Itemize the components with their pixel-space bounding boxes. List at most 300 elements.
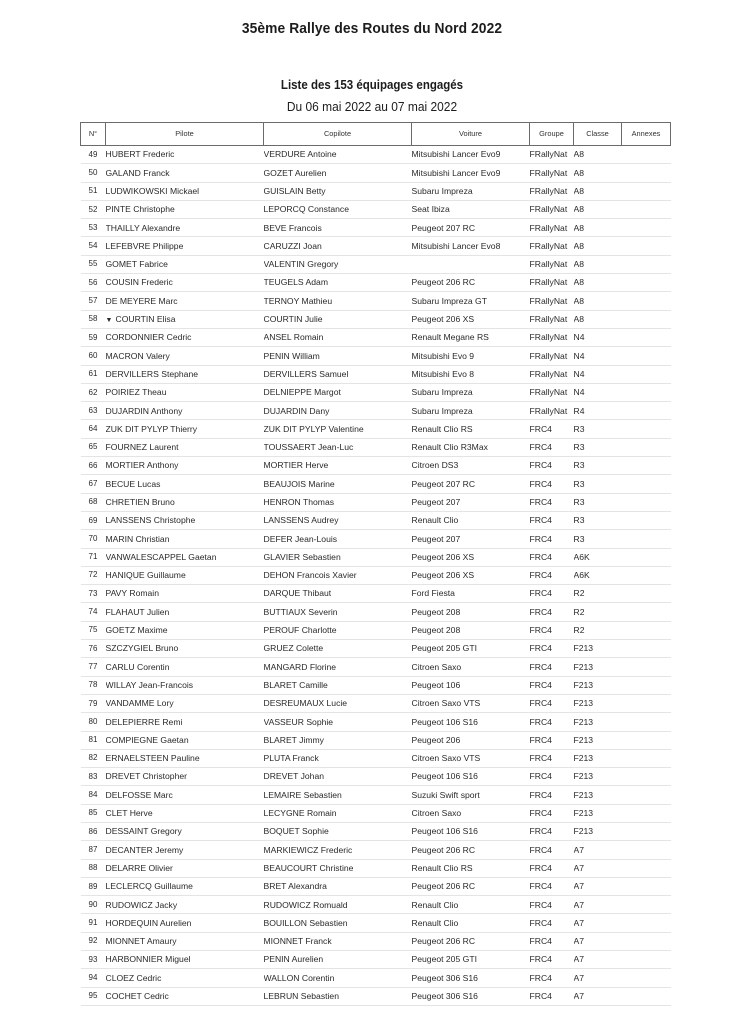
table-row: [81, 548, 671, 566]
car-model: Subaru Impreza GT: [412, 292, 530, 310]
class-cell: A8: [574, 237, 622, 255]
class-cell: A7: [574, 877, 622, 895]
car-model: Peugeot 106 S16: [412, 713, 530, 731]
group-cell: FRC4: [530, 530, 574, 548]
group-cell: FRC4: [530, 914, 574, 932]
annexes-cell: [622, 987, 671, 1005]
car-model: Ford Fiesta: [412, 585, 530, 603]
pilote-name: VANDAMME Lory: [106, 694, 264, 712]
copilote-name: BOUILLON Sebastien: [264, 914, 412, 932]
pilote-name: LUDWIKOWSKI Mickael: [106, 182, 264, 200]
class-cell: N4: [574, 383, 622, 401]
pilote-name: COMPIEGNE Gaetan: [106, 731, 264, 749]
copilote-name: ANSEL Romain: [264, 328, 412, 346]
copilote-name: BEAUCOURT Christine: [264, 859, 412, 877]
annexes-cell: [622, 859, 671, 877]
annexes-cell: [622, 804, 671, 822]
entry-number: 87: [81, 841, 106, 859]
table-row: [81, 658, 671, 676]
group-cell: FRC4: [530, 841, 574, 859]
class-cell: F213: [574, 694, 622, 712]
pilote-name: DERVILLERS Stephane: [106, 365, 264, 383]
car-model: Citroen Saxo: [412, 658, 530, 676]
annexes-cell: [622, 841, 671, 859]
table-row: [81, 365, 671, 383]
entry-number: 63: [81, 402, 106, 420]
annexes-cell: [622, 585, 671, 603]
annexes-cell: [622, 603, 671, 621]
entry-number: 88: [81, 859, 106, 877]
class-cell: R3: [574, 475, 622, 493]
copilote-name: PENIN Aurelien: [264, 951, 412, 969]
group-cell: FRallyNat: [530, 255, 574, 273]
table-row: [81, 310, 671, 328]
annexes-cell: [622, 658, 671, 676]
entry-number: 92: [81, 932, 106, 950]
column-header-copilote: Copilote: [264, 123, 412, 146]
class-cell: F213: [574, 822, 622, 840]
pilote-name: FOURNEZ Laurent: [106, 438, 264, 456]
entry-number: 71: [81, 548, 106, 566]
pilote-name: LANSSENS Christophe: [106, 511, 264, 529]
car-model: Suzuki Swift sport: [412, 786, 530, 804]
car-model: [412, 255, 530, 273]
pilote-name: COUSIN Frederic: [106, 274, 264, 292]
class-cell: R3: [574, 530, 622, 548]
group-cell: FRallyNat: [530, 164, 574, 182]
pilote-name: PAVY Romain: [106, 585, 264, 603]
entry-number: 79: [81, 694, 106, 712]
group-cell: FRC4: [530, 896, 574, 914]
group-cell: FRC4: [530, 420, 574, 438]
pilote-name: GALAND Franck: [106, 164, 264, 182]
class-cell: R3: [574, 493, 622, 511]
column-header-number: N°: [81, 123, 106, 146]
car-model: Peugeot 206: [412, 731, 530, 749]
class-cell: A8: [574, 146, 622, 164]
copilote-name: DEFER Jean-Louis: [264, 530, 412, 548]
pilote-name: DELEPIERRE Remi: [106, 713, 264, 731]
car-model: Mitsubishi Lancer Evo9: [412, 164, 530, 182]
annexes-cell: [622, 768, 671, 786]
pilote-name: GOMET Fabrice: [106, 255, 264, 273]
annexes-cell: [622, 896, 671, 914]
car-model: Peugeot 206 RC: [412, 932, 530, 950]
pilote-name: DE MEYERE Marc: [106, 292, 264, 310]
annexes-cell: [622, 749, 671, 767]
table-row: [81, 164, 671, 182]
car-model: Mitsubishi Evo 8: [412, 365, 530, 383]
car-model: Peugeot 306 S16: [412, 987, 530, 1005]
copilote-name: LEBRUN Sebastien: [264, 987, 412, 1005]
car-model: Peugeot 207: [412, 530, 530, 548]
pilote-name: RUDOWICZ Jacky: [106, 896, 264, 914]
class-cell: A8: [574, 200, 622, 218]
table-row: [81, 237, 671, 255]
group-cell: FRC4: [530, 566, 574, 584]
entry-number: 78: [81, 676, 106, 694]
table-row: [81, 676, 671, 694]
annexes-cell: [622, 566, 671, 584]
entry-number: 91: [81, 914, 106, 932]
car-model: Peugeot 206 RC: [412, 274, 530, 292]
annexes-cell: [622, 402, 671, 420]
pilote-name: COCHET Cedric: [106, 987, 264, 1005]
group-cell: FRC4: [530, 859, 574, 877]
group-cell: FRC4: [530, 548, 574, 566]
annexes-cell: [622, 932, 671, 950]
pilote-name: MORTIER Anthony: [106, 457, 264, 475]
entry-number: 82: [81, 749, 106, 767]
annexes-cell: [622, 365, 671, 383]
class-cell: A7: [574, 969, 622, 987]
car-model: Seat Ibiza: [412, 200, 530, 218]
pilote-name: MIONNET Amaury: [106, 932, 264, 950]
class-cell: R2: [574, 585, 622, 603]
class-cell: R2: [574, 621, 622, 639]
car-model: Peugeot 206 XS: [412, 548, 530, 566]
car-model: Citroen Saxo: [412, 804, 530, 822]
annexes-cell: [622, 420, 671, 438]
group-cell: FRallyNat: [530, 347, 574, 365]
table-row: [81, 713, 671, 731]
group-cell: FRC4: [530, 786, 574, 804]
class-cell: A7: [574, 914, 622, 932]
annexes-cell: [622, 530, 671, 548]
entry-number: 80: [81, 713, 106, 731]
table-row: [81, 475, 671, 493]
car-model: Renault Clio RS: [412, 859, 530, 877]
entry-number: 57: [81, 292, 106, 310]
copilote-name: BLARET Jimmy: [264, 731, 412, 749]
table-row: [81, 896, 671, 914]
copilote-name: DEHON Francois Xavier: [264, 566, 412, 584]
group-cell: FRC4: [530, 969, 574, 987]
copilote-name: BRET Alexandra: [264, 877, 412, 895]
entry-number: 49: [81, 146, 106, 164]
table-row: [81, 493, 671, 511]
annexes-cell: [622, 969, 671, 987]
entry-number: 69: [81, 511, 106, 529]
table-row: [81, 951, 671, 969]
table-row: [81, 786, 671, 804]
pilote-name: POIRIEZ Theau: [106, 383, 264, 401]
annexes-cell: [622, 438, 671, 456]
copilote-name: MIONNET Franck: [264, 932, 412, 950]
column-header-voiture: Voiture: [412, 123, 530, 146]
copilote-name: TEUGELS Adam: [264, 274, 412, 292]
entry-number: 86: [81, 822, 106, 840]
car-model: Renault Clio: [412, 896, 530, 914]
pilote-name: GOETZ Maxime: [106, 621, 264, 639]
group-cell: FRC4: [530, 804, 574, 822]
copilote-name: TOUSSAERT Jean-Luc: [264, 438, 412, 456]
pilote-name: WILLAY Jean-Francois: [106, 676, 264, 694]
pilote-name: [106, 310, 264, 328]
annexes-cell: [622, 457, 671, 475]
copilote-name: BEVE Francois: [264, 219, 412, 237]
copilote-name: VALENTIN Gregory: [264, 255, 412, 273]
entry-number: 84: [81, 786, 106, 804]
annexes-cell: [622, 310, 671, 328]
annexes-cell: [622, 200, 671, 218]
table-row: [81, 969, 671, 987]
pilote-name: ERNAELSTEEN Pauline: [106, 749, 264, 767]
table-row: [81, 511, 671, 529]
entry-number: 67: [81, 475, 106, 493]
table-row: [81, 749, 671, 767]
group-cell: FRallyNat: [530, 383, 574, 401]
pilote-name: CLET Herve: [106, 804, 264, 822]
pilote-name: CHRETIEN Bruno: [106, 493, 264, 511]
class-cell: A8: [574, 255, 622, 273]
car-model: Citroen Saxo VTS: [412, 694, 530, 712]
entry-number: 94: [81, 969, 106, 987]
table-row: [81, 146, 671, 164]
class-cell: A8: [574, 219, 622, 237]
class-cell: R3: [574, 438, 622, 456]
table-row: [81, 603, 671, 621]
group-cell: FRallyNat: [530, 328, 574, 346]
group-cell: FRC4: [530, 676, 574, 694]
group-cell: FRC4: [530, 731, 574, 749]
table-row: [81, 420, 671, 438]
group-cell: FRallyNat: [530, 292, 574, 310]
annexes-cell: [622, 713, 671, 731]
group-cell: FRC4: [530, 951, 574, 969]
class-cell: F213: [574, 804, 622, 822]
copilote-name: BUTTIAUX Severin: [264, 603, 412, 621]
car-model: Peugeot 207 RC: [412, 475, 530, 493]
copilote-name: VERDURE Antoine: [264, 146, 412, 164]
car-model: Peugeot 208: [412, 603, 530, 621]
car-model: Peugeot 306 S16: [412, 969, 530, 987]
class-cell: N4: [574, 347, 622, 365]
table-row: [81, 877, 671, 895]
class-cell: A7: [574, 859, 622, 877]
car-model: Peugeot 206 XS: [412, 310, 530, 328]
car-model: Peugeot 206 RC: [412, 877, 530, 895]
class-cell: F213: [574, 640, 622, 658]
car-model: Peugeot 106 S16: [412, 768, 530, 786]
car-model: Mitsubishi Lancer Evo9: [412, 146, 530, 164]
copilote-name: DARQUE Thibaut: [264, 585, 412, 603]
class-cell: F213: [574, 786, 622, 804]
pilote-name: CORDONNIER Cedric: [106, 328, 264, 346]
group-cell: FRC4: [530, 768, 574, 786]
table-row: [81, 841, 671, 859]
car-model: Subaru Impreza: [412, 383, 530, 401]
copilote-name: COURTIN Julie: [264, 310, 412, 328]
table-row: [81, 566, 671, 584]
copilote-name: RUDOWICZ Romuald: [264, 896, 412, 914]
table-row: [81, 859, 671, 877]
copilote-name: BEAUJOIS Marine: [264, 475, 412, 493]
annexes-cell: [622, 347, 671, 365]
column-header-pilote: Pilote: [106, 123, 264, 146]
entry-number: 59: [81, 328, 106, 346]
pilote-name: THAILLY Alexandre: [106, 219, 264, 237]
copilote-name: DELNIEPPE Margot: [264, 383, 412, 401]
copilote-name: TERNOY Mathieu: [264, 292, 412, 310]
group-cell: FRC4: [530, 658, 574, 676]
group-cell: FRallyNat: [530, 365, 574, 383]
row-marker: ▼: [105, 316, 113, 324]
table-row: [81, 694, 671, 712]
copilote-name: ZUK DIT PYLYP Valentine: [264, 420, 412, 438]
entry-number: 75: [81, 621, 106, 639]
group-cell: FRC4: [530, 603, 574, 621]
annexes-cell: [622, 914, 671, 932]
pilote-name: HANIQUE Guillaume: [106, 566, 264, 584]
copilote-name: DUJARDIN Dany: [264, 402, 412, 420]
entry-number: 81: [81, 731, 106, 749]
pilote-name: LECLERCQ Guillaume: [106, 877, 264, 895]
copilote-name: CARUZZI Joan: [264, 237, 412, 255]
pilote-name: DUJARDIN Anthony: [106, 402, 264, 420]
entry-number: 65: [81, 438, 106, 456]
car-model: Renault Clio: [412, 511, 530, 529]
entry-number: 83: [81, 768, 106, 786]
annexes-cell: [622, 328, 671, 346]
group-cell: FRallyNat: [530, 146, 574, 164]
entry-number: 61: [81, 365, 106, 383]
class-cell: F213: [574, 676, 622, 694]
copilote-name: MARKIEWICZ Frederic: [264, 841, 412, 859]
car-model: Subaru Impreza: [412, 182, 530, 200]
pilote-name: DELFOSSE Marc: [106, 786, 264, 804]
column-header-groupe: Groupe: [530, 123, 574, 146]
group-cell: FRC4: [530, 511, 574, 529]
car-model: Mitsubishi Lancer Evo8: [412, 237, 530, 255]
car-model: Renault Clio R3Max: [412, 438, 530, 456]
pilote-name: BECUE Lucas: [106, 475, 264, 493]
class-cell: A7: [574, 932, 622, 950]
entry-number: 77: [81, 658, 106, 676]
table-row: [81, 640, 671, 658]
table-row: [81, 585, 671, 603]
annexes-cell: [622, 786, 671, 804]
entry-number: 72: [81, 566, 106, 584]
group-cell: FRC4: [530, 640, 574, 658]
table-row: [81, 731, 671, 749]
car-model: Peugeot 206 XS: [412, 566, 530, 584]
entry-number: 55: [81, 255, 106, 273]
annexes-cell: [622, 676, 671, 694]
table-row: [81, 987, 671, 1005]
car-model: Citroen Saxo VTS: [412, 749, 530, 767]
annexes-cell: [622, 383, 671, 401]
annexes-cell: [622, 822, 671, 840]
copilote-name: LANSSENS Audrey: [264, 511, 412, 529]
pilote-name-text: COURTIN Elisa: [115, 313, 176, 324]
table-row: [81, 822, 671, 840]
table-row: [81, 768, 671, 786]
car-model: Renault Clio: [412, 914, 530, 932]
entry-number: 93: [81, 951, 106, 969]
pilote-name: HORDEQUIN Aurelien: [106, 914, 264, 932]
annexes-cell: [622, 640, 671, 658]
group-cell: FRallyNat: [530, 310, 574, 328]
pilote-name: DELARRE Olivier: [106, 859, 264, 877]
entry-number: 53: [81, 219, 106, 237]
table-row: [81, 292, 671, 310]
group-cell: FRC4: [530, 877, 574, 895]
class-cell: A6K: [574, 548, 622, 566]
copilote-name: PLUTA Franck: [264, 749, 412, 767]
table-row: [81, 274, 671, 292]
annexes-cell: [622, 694, 671, 712]
pilote-name: DREVET Christopher: [106, 768, 264, 786]
group-cell: FRallyNat: [530, 237, 574, 255]
car-model: Citroen DS3: [412, 457, 530, 475]
entry-number: 60: [81, 347, 106, 365]
car-model: Peugeot 106 S16: [412, 822, 530, 840]
group-cell: FRallyNat: [530, 200, 574, 218]
class-cell: R3: [574, 457, 622, 475]
copilote-name: GRUEZ Colette: [264, 640, 412, 658]
class-cell: R4: [574, 402, 622, 420]
class-cell: F213: [574, 749, 622, 767]
annexes-cell: [622, 274, 671, 292]
copilote-name: DESREUMAUX Lucie: [264, 694, 412, 712]
copilote-name: VASSEUR Sophie: [264, 713, 412, 731]
group-cell: FRC4: [530, 621, 574, 639]
table-row: [81, 621, 671, 639]
table-row: [81, 255, 671, 273]
table-row: [81, 914, 671, 932]
column-header-annexes: Annexes: [622, 123, 671, 146]
car-model: Renault Clio RS: [412, 420, 530, 438]
pilote-name: MACRON Valery: [106, 347, 264, 365]
annexes-cell: [622, 621, 671, 639]
table-row: [81, 457, 671, 475]
class-cell: A8: [574, 182, 622, 200]
table-row: [81, 804, 671, 822]
class-cell: R3: [574, 420, 622, 438]
entry-number: 54: [81, 237, 106, 255]
group-cell: FRC4: [530, 749, 574, 767]
entry-number: 74: [81, 603, 106, 621]
class-cell: F213: [574, 768, 622, 786]
annexes-cell: [622, 475, 671, 493]
group-cell: FRallyNat: [530, 219, 574, 237]
copilote-name: DERVILLERS Samuel: [264, 365, 412, 383]
entry-number: 62: [81, 383, 106, 401]
table-header-row: [81, 123, 671, 146]
annexes-cell: [622, 731, 671, 749]
copilote-name: GUISLAIN Betty: [264, 182, 412, 200]
pilote-name: FLAHAUT Julien: [106, 603, 264, 621]
annexes-cell: [622, 219, 671, 237]
entry-number: 90: [81, 896, 106, 914]
entry-number: 70: [81, 530, 106, 548]
group-cell: FRC4: [530, 475, 574, 493]
pilote-name: PINTE Christophe: [106, 200, 264, 218]
class-cell: A7: [574, 841, 622, 859]
car-model: Peugeot 205 GTI: [412, 951, 530, 969]
group-cell: FRC4: [530, 987, 574, 1005]
class-cell: F213: [574, 658, 622, 676]
entry-number: 64: [81, 420, 106, 438]
class-cell: R3: [574, 511, 622, 529]
group-cell: FRC4: [530, 822, 574, 840]
class-cell: A8: [574, 274, 622, 292]
car-model: Peugeot 206 RC: [412, 841, 530, 859]
entry-number: 85: [81, 804, 106, 822]
annexes-cell: [622, 292, 671, 310]
class-cell: A7: [574, 951, 622, 969]
